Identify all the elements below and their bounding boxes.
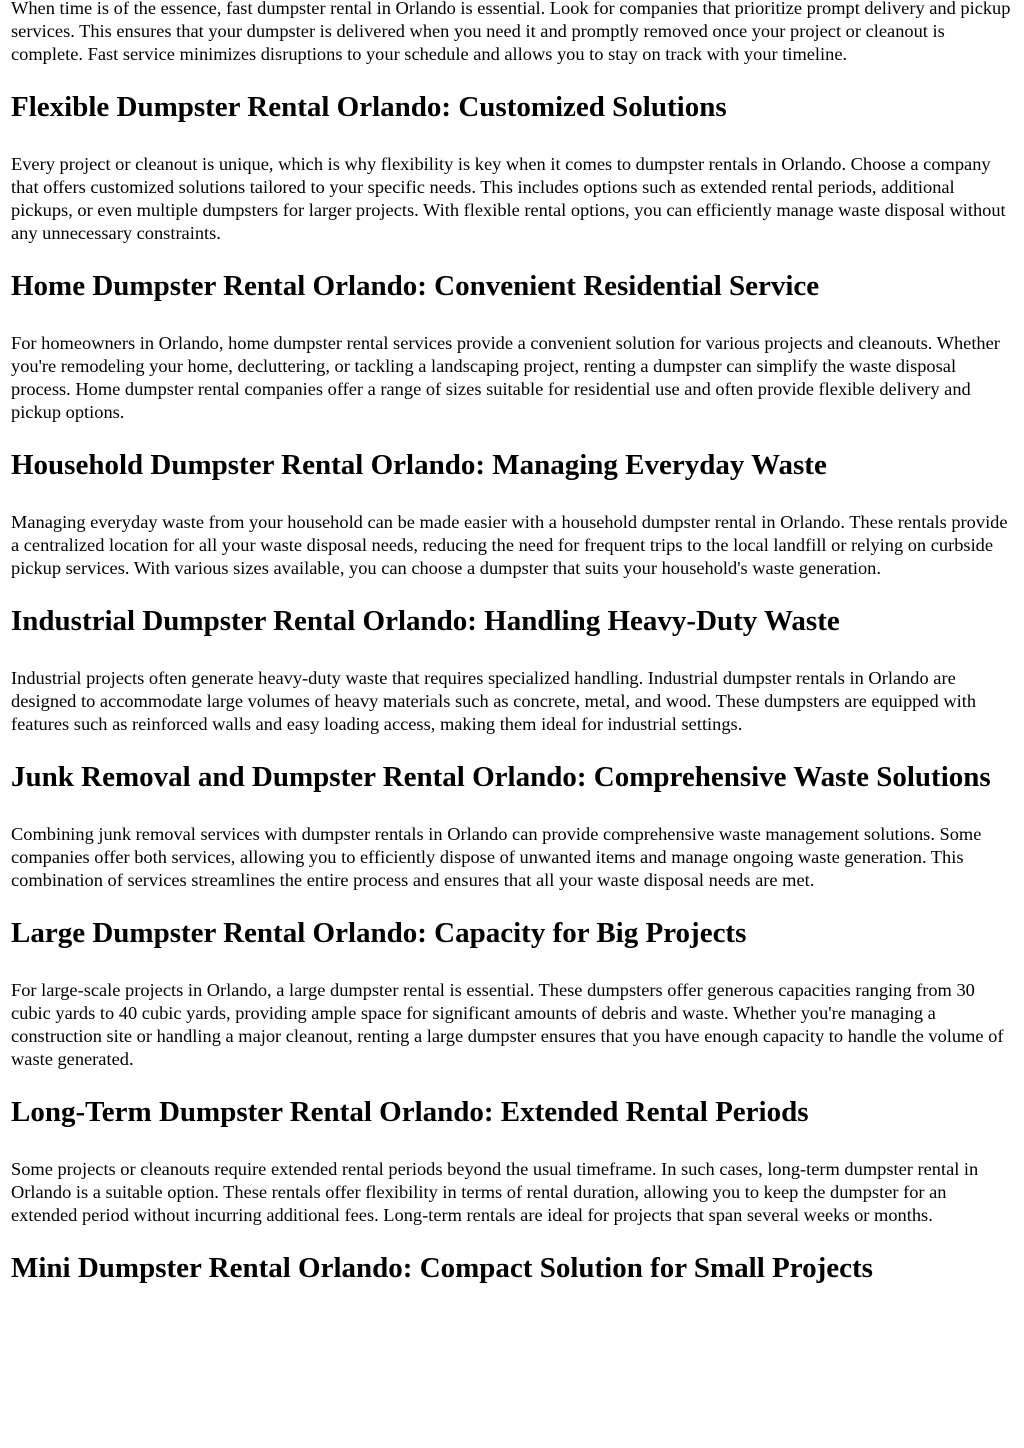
- section-heading-junk-removal: Junk Removal and Dumpster Rental Orlando: Comprehensive Waste Solutions: [11, 761, 991, 793]
- section-body-home: For homeowners in Orlando, home dumpster rental services provide a convenient solution for various projects and cleanouts. Whether you're remodeling your home, decluttering, or tackling a landscaping project, renting a dumpster can simplify the waste disposal process. Home dumpster rental companies offer a range of sizes suitable for residential use and often provide flexible delivery and pickup options.: [11, 333, 1000, 422]
- section-body-long-term: Some projects or cleanouts require extended rental periods beyond the usual timeframe. In such cases, long-term dumpster rental in Orlando is a suitable option. These rentals offer flexibility in terms of rental duration, allowing you to keep the dumpster for an extended period without incurring additional fees. Long-term rentals are ideal for projects that span several weeks or months.: [11, 1159, 979, 1225]
- section-heading-industrial: Industrial Dumpster Rental Orlando: Handling Heavy-Duty Waste: [11, 605, 840, 637]
- section-body-junk-removal: Combining junk removal services with dumpster rentals in Orlando can provide comprehensive waste management solutions. Some companies offer both services, allowing you to efficiently dispose of unwanted items and manage ongoing waste generation. This combination of services streamlines the entire process and ensures that all your waste disposal needs are met.: [11, 824, 982, 890]
- section-body-industrial: Industrial projects often generate heavy-duty waste that requires specialized handling. Industrial dumpster rentals in Orlando are designed to accommodate large volumes of heavy materials such as concrete, metal, and wood. These dumpsters are equipped with features such as reinforced walls and easy loading access, making them ideal for industrial settings.: [11, 668, 977, 734]
- section-heading-flexible: Flexible Dumpster Rental Orlando: Customized Solutions: [11, 91, 727, 123]
- section-heading-large: Large Dumpster Rental Orlando: Capacity for Big Projects: [11, 917, 747, 949]
- section-body-flexible: Every project or cleanout is unique, which is why flexibility is key when it comes to dumpster rentals in Orlando. Choose a company that offers customized solutions tailored to your specific needs. This includes options such as extended rental periods, additional pickups, or even multiple dumpsters for larger projects. With flexible rental options, you can efficiently manage waste disposal without any unnecessary constraints.: [11, 154, 1006, 243]
- intro-paragraph: When time is of the essence, fast dumpster rental in Orlando is essential. Look for companies that prioritize prompt delivery and pickup services. This ensures that your dumpster is delivered when you need it and promptly removed once your project or cleanout is complete. Fast service minimizes disruptions to your schedule and allows you to stay on track with your timeline.: [11, 0, 1011, 64]
- section-heading-home: Home Dumpster Rental Orlando: Convenient Residential Service: [11, 270, 820, 302]
- section-body-large: For large-scale projects in Orlando, a large dumpster rental is essential. These dumpsters offer generous capacities ranging from 30 cubic yards to 40 cubic yards, providing ample space for significant amounts of debris and waste. Whether you're managing a construction site or handling a major cleanout, renting a large dumpster ensures that you have enough capacity to handle the volume of waste generated.: [11, 980, 1004, 1069]
- section-heading-household: Household Dumpster Rental Orlando: Managing Everyday Waste: [11, 449, 827, 481]
- section-heading-long-term: Long-Term Dumpster Rental Orlando: Extended Rental Periods: [11, 1096, 809, 1128]
- section-body-household: Managing everyday waste from your household can be made easier with a household dumpster rental in Orlando. These rentals provide a centralized location for all your waste disposal needs, reducing the need for frequent trips to the local landfill or relying on curbside pickup services. With various sizes available, you can choose a dumpster that suits your household's waste generation.: [11, 512, 1008, 578]
- section-heading-mini: Mini Dumpster Rental Orlando: Compact Solution for Small Projects: [11, 1252, 873, 1284]
